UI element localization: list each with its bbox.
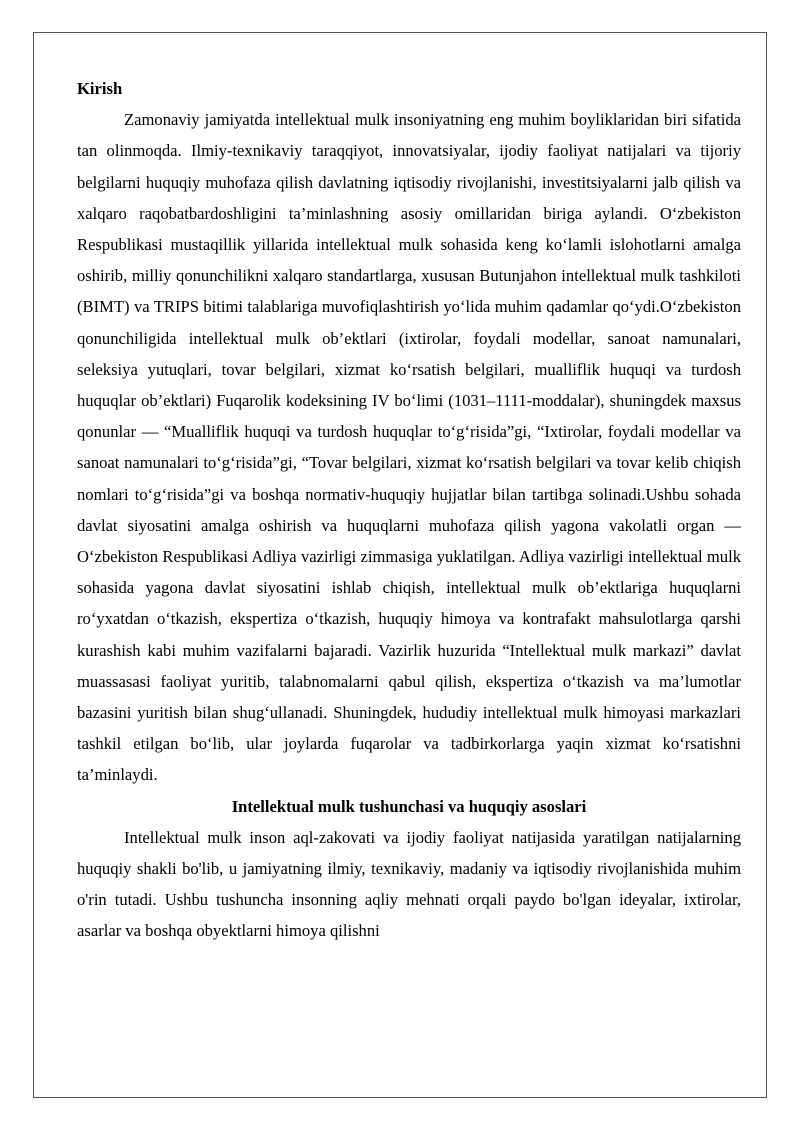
section-heading: Intellektual mulk tushunchasi va huquqiy asoslari xyxy=(231,796,587,816)
intro-paragraph: Zamonaviy jamiyatda intellektual mulk insoniyatning eng muhim boyliklaridan biri sifatida tan olinmoqda. Ilmiy-texnikaviy taraqqiyot, innovatsiyalar, ijodiy faoliyat natijalari va tijoriy belgilarni huquqiy muhofaza qilish davlatning iqtisodiy rivojlanishi, investitsiyalarni jalb qilish va xalqaro raqobatbardoshligini ta’minlashning asosiy omillaridan biriga aylandi. O‘zbekiston Respublikasi mustaqillik yillarida intellektual mulk sohasida keng ko‘lamli islohotlarni amalga oshirib, milliy qonunchilikni xalqaro standartlarga, xususan Butunjahon intellektual mulk tashkiloti (BIMT) va TRIPS bitimi talablariga muvofiqlashtirish yo‘lida muhim qadamlar qo‘ydi.O‘zbekiston qonunchiligida intellektual mulk ob’ektlari (ixtirolar, foydali modellar, sanoat namunalari, seleksiya yutuqlari, tovar belgilari, xizmat ko‘rsatish belgilari, mualliflik huquqi va turdosh huquqlar ob’ektlari) Fuqarolik kodeksining IV bo‘limi (1031–1111-moddalar), shuningdek maxsus qonunlar — “Mualliflik huquqi va turdosh huquqlar to‘g‘risida”gi, “Ixtirolar, foydali modellar va sanoat namunalari to‘g‘risida”gi, “Tovar belgilari, xizmat ko‘rsatish belgilari va tovar kelib chiqish nomlari to‘g‘risida”gi va boshqa normativ-huquqiy hujjatlar bilan tartibga solinadi.Ushbu sohada davlat siyosatini amalga oshirish va huquqlarni muhofaza qilish yagona vakolatli organ — O‘zbekiston Respublikasi Adliya vazirligi zimmasiga yuklatilgan. Adliya vazirligi intellektual mulk sohasida yagona davlat siyosatini ishlab chiqish, intellektual mulk ob’ektlariga huquqlarni ro‘yxatdan o‘tkazish, ekspertiza o‘tkazish, huquqiy himoya va kontrafakt mahsulotlarga qarshi kurashish kabi muhim vazifalarni bajaradi. Vazirlik huzurida “Intellektual mulk markazi” davlat muassasasi faoliyat yuritib, talabnomalarni qabul qilish, ekspertiza o‘tkazish va ma’lumotlar bazasini yuritish bilan shug‘ullanadi. Shuningdek, hududiy intellektual mulk himoyasi markazlari tashkil etilgan bo‘lib, ular joylarda fuqarolar va tadbirkorlarga yaqin xizmat ko‘rsatishni ta’minlaydi. xyxy=(77,110,741,785)
section-paragraph: Intellektual mulk inson aql-zakovati va ijodiy faoliyat natijasida yaratilgan natijalarning huquqiy shakli bo'lib, u jamiyatning ilmiy, texnikaviy, madaniy va iqtisodiy rivojlanishida muhim o'rin tutadi. Ushbu tushuncha insonning aqliy mehnati orqali paydo bo'lgan ideyalar, ixtirolar, asarlar va boshqa obyektlarni himoya qilishni xyxy=(77,827,741,941)
document-body xyxy=(77,73,741,947)
intro-heading: Kirish xyxy=(77,79,123,98)
